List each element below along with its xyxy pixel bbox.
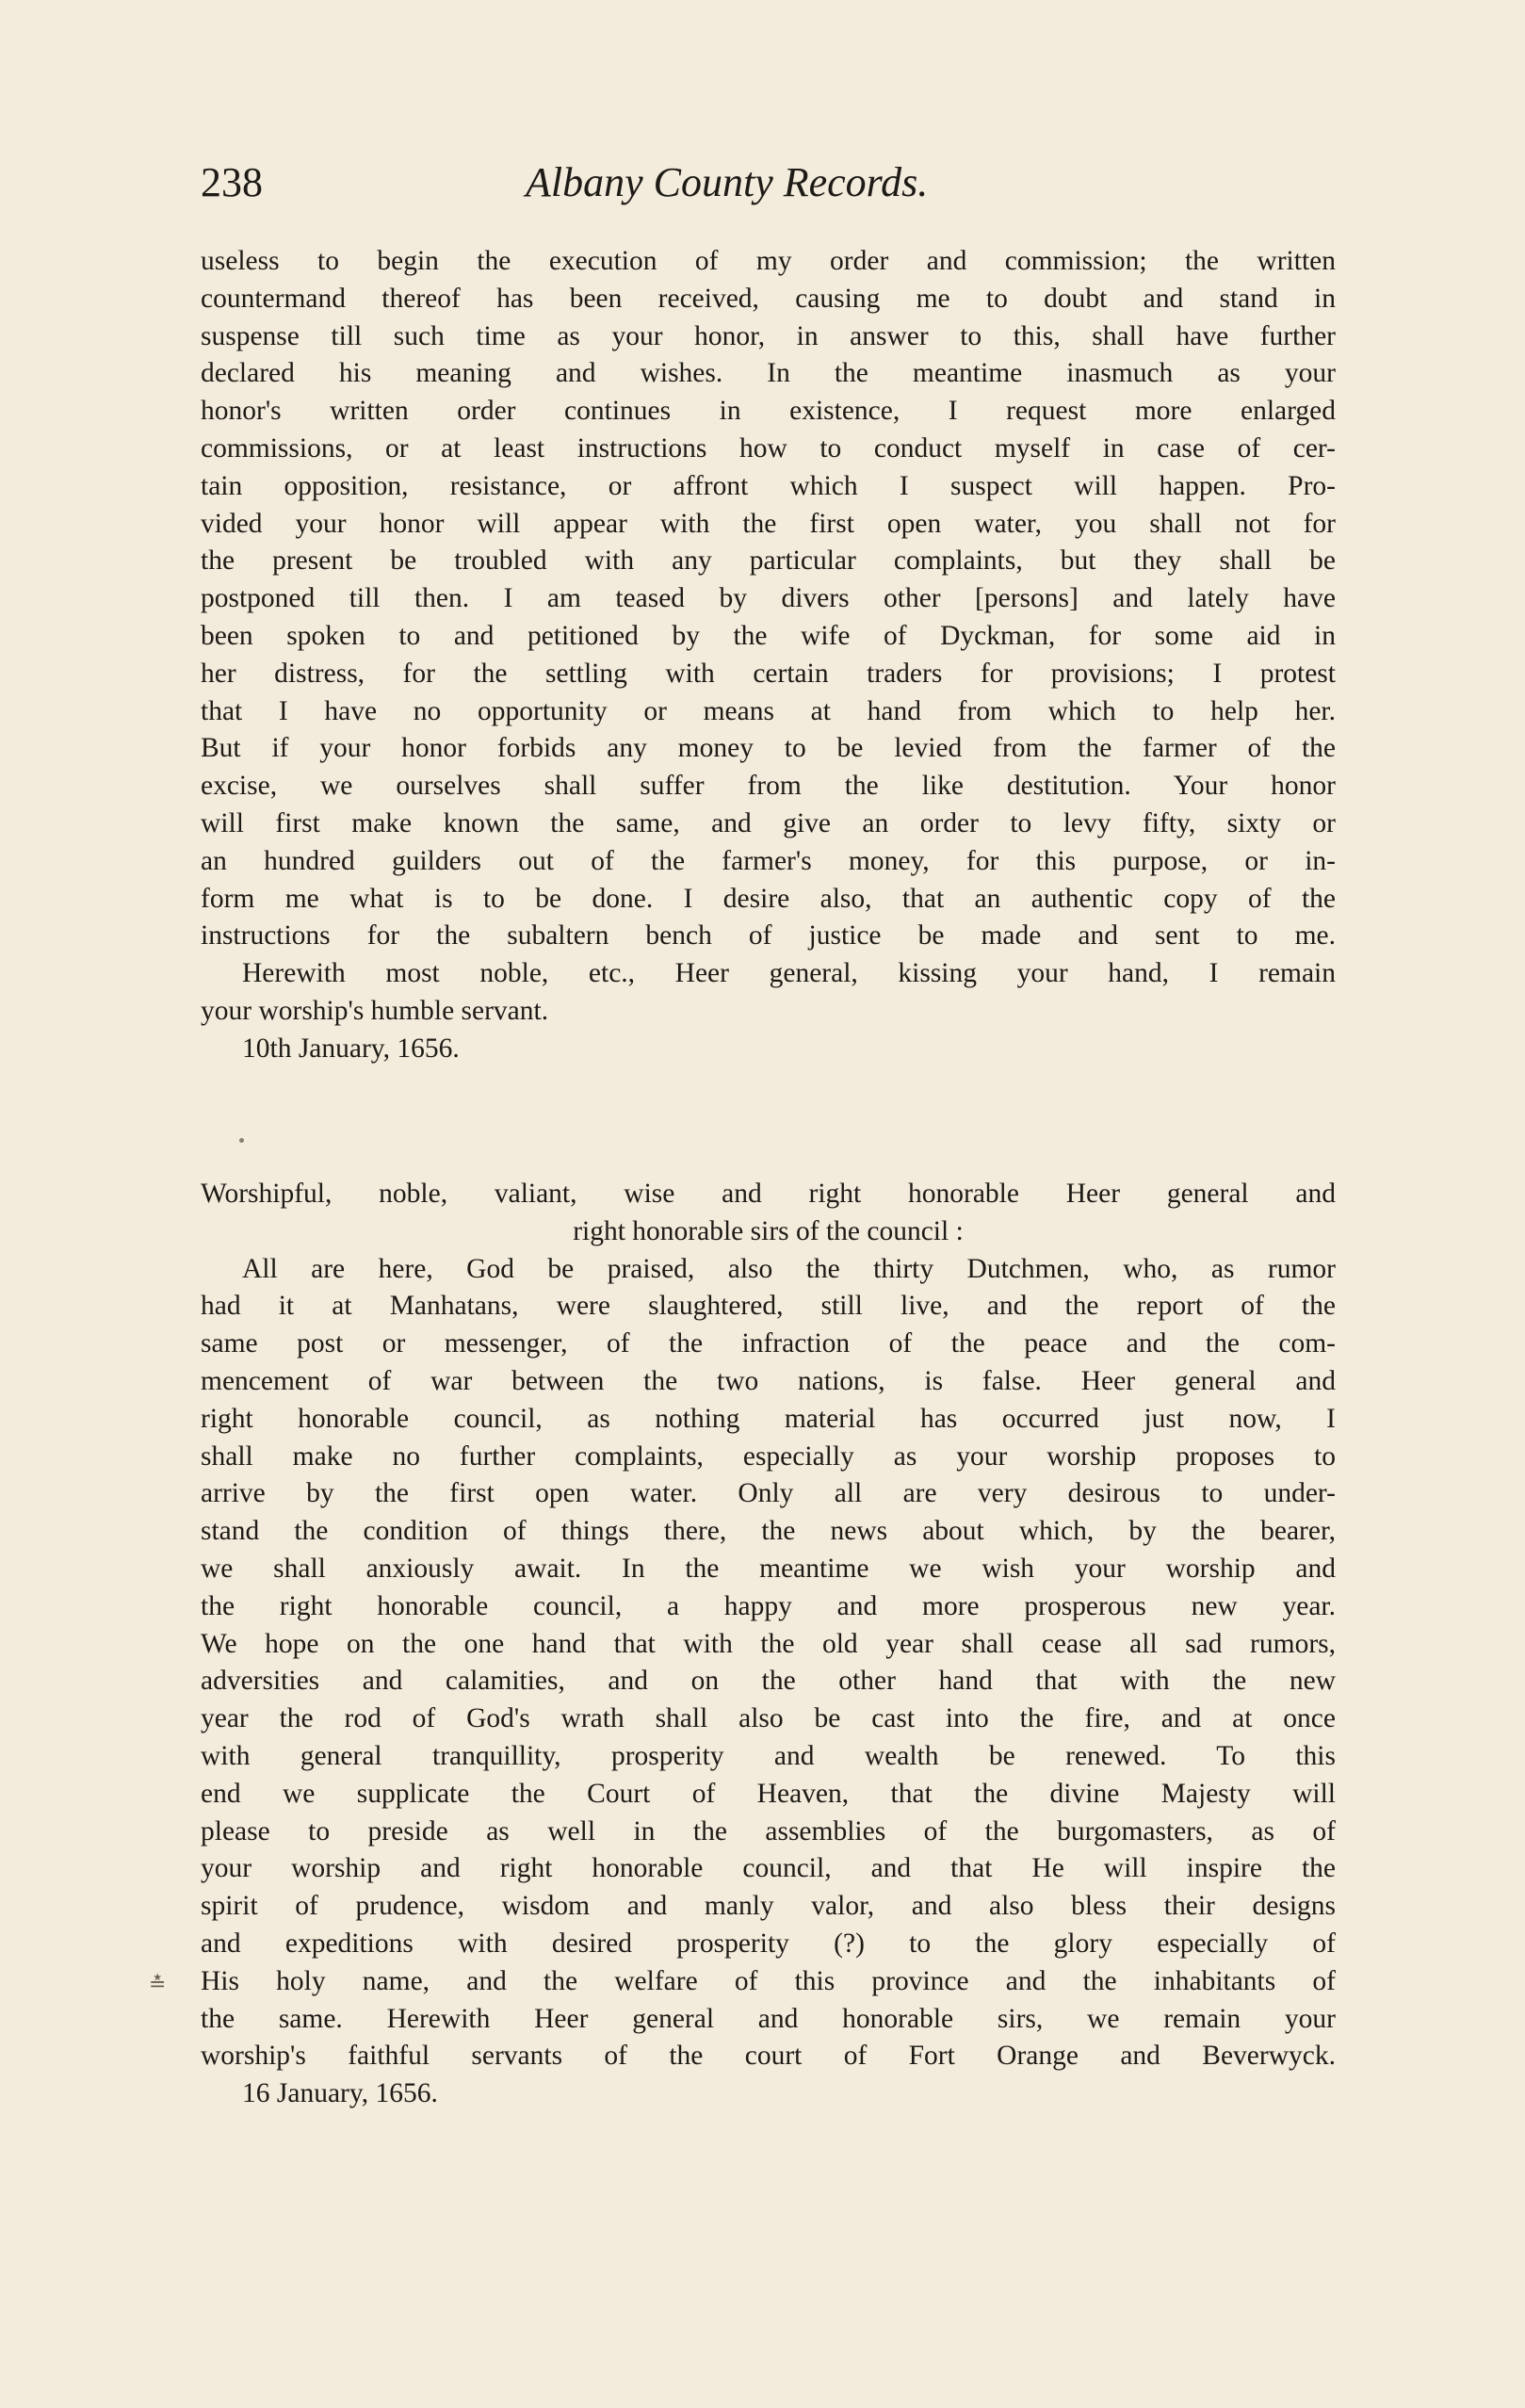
text-line: excise, we ourselves shall suffer from the like destitution. Your honor — [201, 771, 1336, 802]
text-line: postponed till then. I am teased by divers other [persons] and lately have — [201, 583, 1336, 614]
text-line: We hope on the one hand that with the old year shall cease all sad rumors, — [201, 1628, 1336, 1659]
text-line: will first make known the same, and give an order to levy fifty, sixty or — [201, 807, 1336, 838]
text-line: All are here, God be praised, also the thirty Dutchmen, who, as rumor — [242, 1253, 1336, 1284]
text-line: useless to begin the execution of my order and commission; the written — [201, 246, 1336, 276]
text-line: been spoken to and petitioned by the wife of Dyckman, for some aid in — [201, 620, 1336, 651]
text-line: her distress, for the settling with certain traders for provisions; I protest — [201, 658, 1336, 689]
text-line: shall make no further complaints, especially as your worship proposes to — [201, 1440, 1336, 1472]
text-line: worship's faithful servants of the court of Fort Orange and Beverwyck. — [201, 2041, 1336, 2072]
text-line: we shall anxiously await. In the meantime we wish your worship and — [201, 1553, 1336, 1584]
text-line: right honorable council, as nothing material has occurred just now, I — [201, 1403, 1336, 1434]
page-header — [201, 158, 1331, 215]
text-line: that I have no opportunity or means at hand from which to help her. — [201, 695, 1336, 726]
closing-line: Herewith most noble, etc., Heer general, kissing your hand, I remain — [242, 958, 1336, 989]
text-line: spirit of prudence, wisdom and manly valor, and also bless their designs — [201, 1891, 1336, 1922]
text-line: an hundred guilders out of the farmer's money, for this purpose, or in- — [201, 845, 1336, 876]
salutation-line: right honorable sirs of the council : — [573, 1215, 964, 1246]
margin-mark: ≛ — [149, 1973, 167, 1996]
text-line: the present be troubled with any particular complaints, but they shall be — [201, 545, 1336, 577]
text-line: and expeditions with desired prosperity (?) to the glory especially of — [201, 1928, 1336, 1959]
text-line: form me what is to be done. I desire also, that an authentic copy of the — [201, 883, 1336, 914]
text-line: the same. Herewith Heer general and honorable sirs, we remain your — [201, 2003, 1336, 2034]
text-line: But if your honor forbids any money to be levied from the farmer of the — [201, 733, 1336, 764]
text-line: declared his meaning and wishes. In the meantime inasmuch as your — [201, 358, 1336, 389]
letter-date: 16 January, 1656. — [242, 2078, 438, 2109]
text-line: with general tranquillity, prosperity and wealth be renewed. To this — [201, 1740, 1336, 1771]
text-line: vided your honor will appear with the first open water, you shall not for — [201, 508, 1336, 539]
text-line: tain opposition, resistance, or affront which I suspect will happen. Pro- — [201, 470, 1336, 501]
text-line: the right honorable council, a happy and more prosperous new year. — [201, 1590, 1336, 1621]
text-line: adversities and calamities, and on the other hand that with the new — [201, 1666, 1336, 1697]
text-line: His holy name, and the welfare of this province and the inhabitants of — [201, 1965, 1336, 1996]
closing-line: your worship's humble servant. — [201, 995, 549, 1026]
letter-1 — [201, 243, 1336, 1068]
text-line: instructions for the subaltern bench of justice be made and sent to me. — [201, 920, 1336, 952]
salutation-line: Worshipful, noble, valiant, wise and right honorable Heer general and — [201, 1179, 1336, 1209]
text-line: please to preside as well in the assemblies of the burgomasters, as of — [201, 1815, 1336, 1847]
text-line: mencement of war between the two nations, is false. Heer general and — [201, 1365, 1336, 1396]
text-line: suspense till such time as your honor, in answer to this, shall have further — [201, 320, 1336, 351]
text-line: commissions, or at least instructions how to conduct myself in case of cer- — [201, 432, 1336, 464]
text-line: end we supplicate the Court of Heaven, that the divine Majesty will — [201, 1778, 1336, 1809]
text-line: arrive by the first open water. Only all are very desirous to under- — [201, 1478, 1336, 1509]
letter-date: 10th January, 1656. — [242, 1033, 460, 1064]
text-line: year the rod of God's wrath shall also be cast into the fire, and at once — [201, 1703, 1336, 1734]
text-line: your worship and right honorable council, and that He will inspire the — [201, 1853, 1336, 1884]
stray-mark — [239, 1138, 244, 1143]
text-line: countermand thereof has been received, causing me to doubt and stand in — [201, 283, 1336, 314]
running-head: Albany County Records. — [526, 159, 929, 205]
text-line: honor's written order continues in existence, I request more enlarged — [201, 396, 1336, 427]
text-line: same post or messenger, of the infraction of the peace and the com- — [201, 1328, 1336, 1359]
page-number: 238 — [201, 159, 263, 205]
text-line: stand the condition of things there, the news about which, by the bearer, — [201, 1516, 1336, 1547]
text-line: had it at Manhatans, were slaughtered, still live, and the report of the — [201, 1291, 1336, 1322]
letter-2 — [201, 1176, 1336, 2113]
